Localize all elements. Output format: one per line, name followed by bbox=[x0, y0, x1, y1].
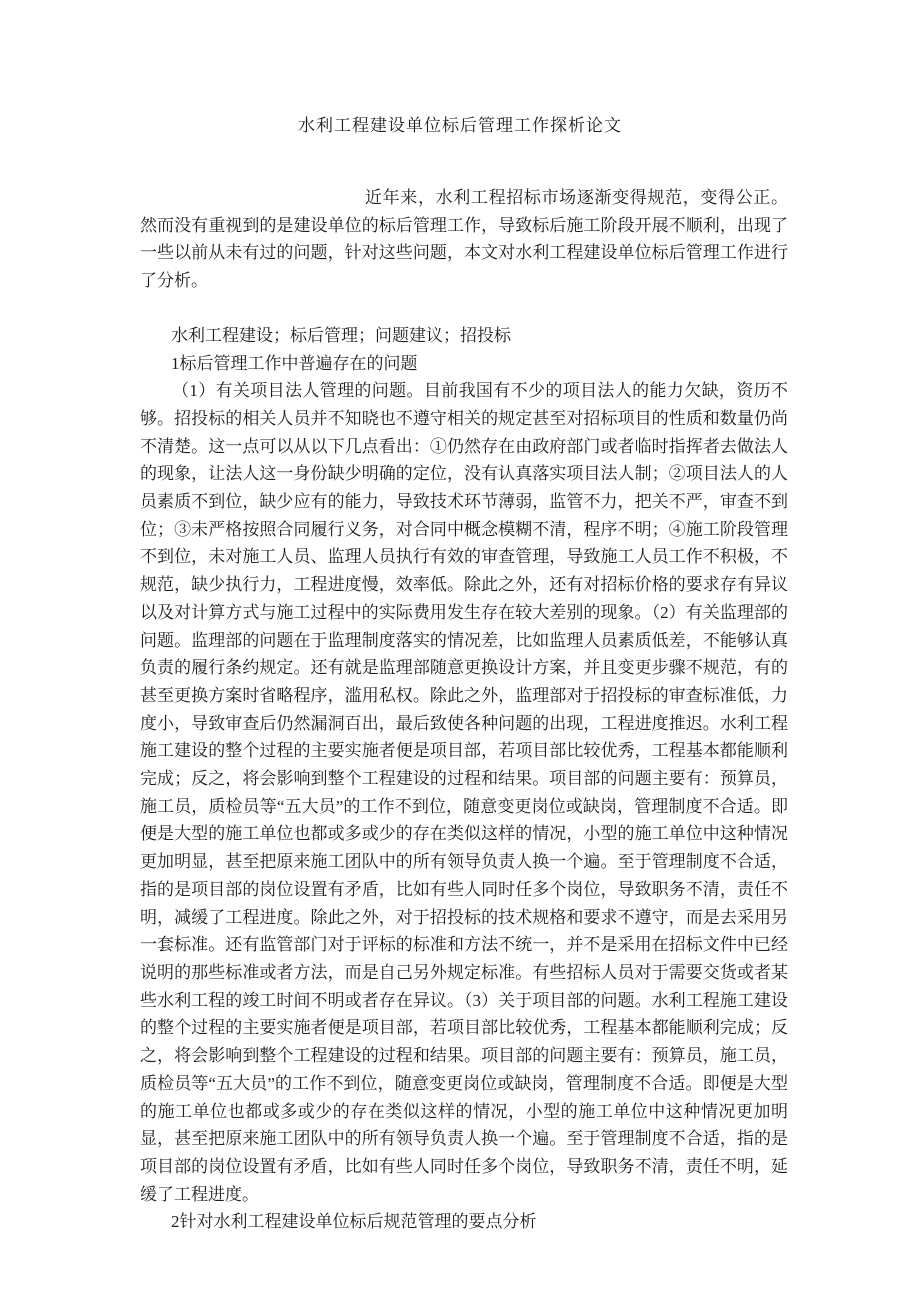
keywords-line: 水利工程建设；标后管理；问题建议；招投标 bbox=[171, 325, 511, 345]
document-body bbox=[140, 184, 788, 1236]
section-heading-2: 2针对水利工程建设单位标后规范管理的要点分析 bbox=[171, 1212, 537, 1232]
section-1-body: （1）有关项目法人管理的问题。目前我国有不少的项目法人的能力欠缺，资历不够。招投标的相关人员并不知晓也不遵守相关的规定甚至对招标项目的性质和数量仍尚不清楚。这一点可以从以下几点看出：①仍然存在由政府部门或者临时指挥者去做法人的现象，让法人这一身份缺少明确的定位，没有认真落实项目法人制；②项目法人的人员素质不到位，缺少应有的能力，导致技术环节薄弱，监管不力，把关不严，审查不到位；③未严格按照合同履行义务，对合同中概念模糊不清，程序不明；④施工阶段管理不到位，未对施工人员、监理人员执行有效的审查管理，导致施工人员工作不积极，不规范，缺少执行力，工程进度慢，效率低。除此之外，还有对招标价格的要求存有异议以及对计算方式与施工过程中的实际费用发生存在较大差别的现象。（2）有关监理部的问题。监理部的问题在于监理制度落实的情况差，比如监理人员素质低差，不能够认真负责的履行条约规定。还有就是监理部随意更换设计方案，并且变更步骤不规范，有的甚至更换方案时省略程序，滥用私权。除此之外，监理部对于招投标的审查标准低，力度小，导致审查后仍然漏洞百出，最后致使各种问题的出现，工程进度推迟。水利工程施工建设的整个过程的主要实施者便是项目部，若项目部比较优秀，工程基本都能顺利完成；反之，将会影响到整个工程建设的过程和结果。项目部的问题主要有：预算员，施工员，质检员等“五大员”的工作不到位，随意变更岗位或缺岗，管理制度不合适。即便是大型的施工单位也都或多或少的存在类似这样的情况，小型的施工单位中这种情况更加明显，甚至把原来施工团队中的所有领导负责人换一个遍。至于管理制度不合适，指的是项目部的岗位设置有矛盾，比如有些人同时任多个岗位，导致职务不清，责任不明，减缓了工程进度。除此之外，对于招投标的技术规格和要求不遵守，而是去采用另一套标准。还有监管部门对于评标的标准和方法不统一，并不是采用在招标文件中已经说明的那些标准或者方法，而是自己另外规定标准。有些招标人员对于需要交货或者某些水利工程的竣工时间不明或者存在异议。（3）关于项目部的问题。水利工程施工建设的整个过程的主要实施者便是项目部，若项目部比较优秀，工程基本都能顺利完成；反之，将会影响到整个工程建设的过程和结果。项目部的问题主要有：预算员，施工员，质检员等“五大员”的工作不到位，随意变更岗位或缺岗，管理制度不合适。即便是大型的施工单位也都或多或少的存在类似这样的情况，小型的施工单位中这种情况更加明显，甚至把原来施工团队中的所有领导负责人换一个遍。至于管理制度不合适，指的是项目部的岗位设置有矛盾，比如有些人同时任多个岗位，导致职务不清，责任不明，延缓了工程进度。 bbox=[140, 381, 788, 1204]
document-title: 水利工程建设单位标后管理工作探析论文 bbox=[298, 116, 622, 135]
intro-paragraph: 近年来，水利工程招标市场逐渐变得规范，变得公正。然而没有重视到的是建设单位的标后管理工作，导致标后施工阶段开展不顺利，出现了一些以前从未有过的问题，针对这些问题，本文对水利工程建设单位标后管理工作进行了分析。 bbox=[140, 188, 788, 291]
section-heading-1: 1标后管理工作中普遍存在的问题 bbox=[171, 353, 418, 373]
